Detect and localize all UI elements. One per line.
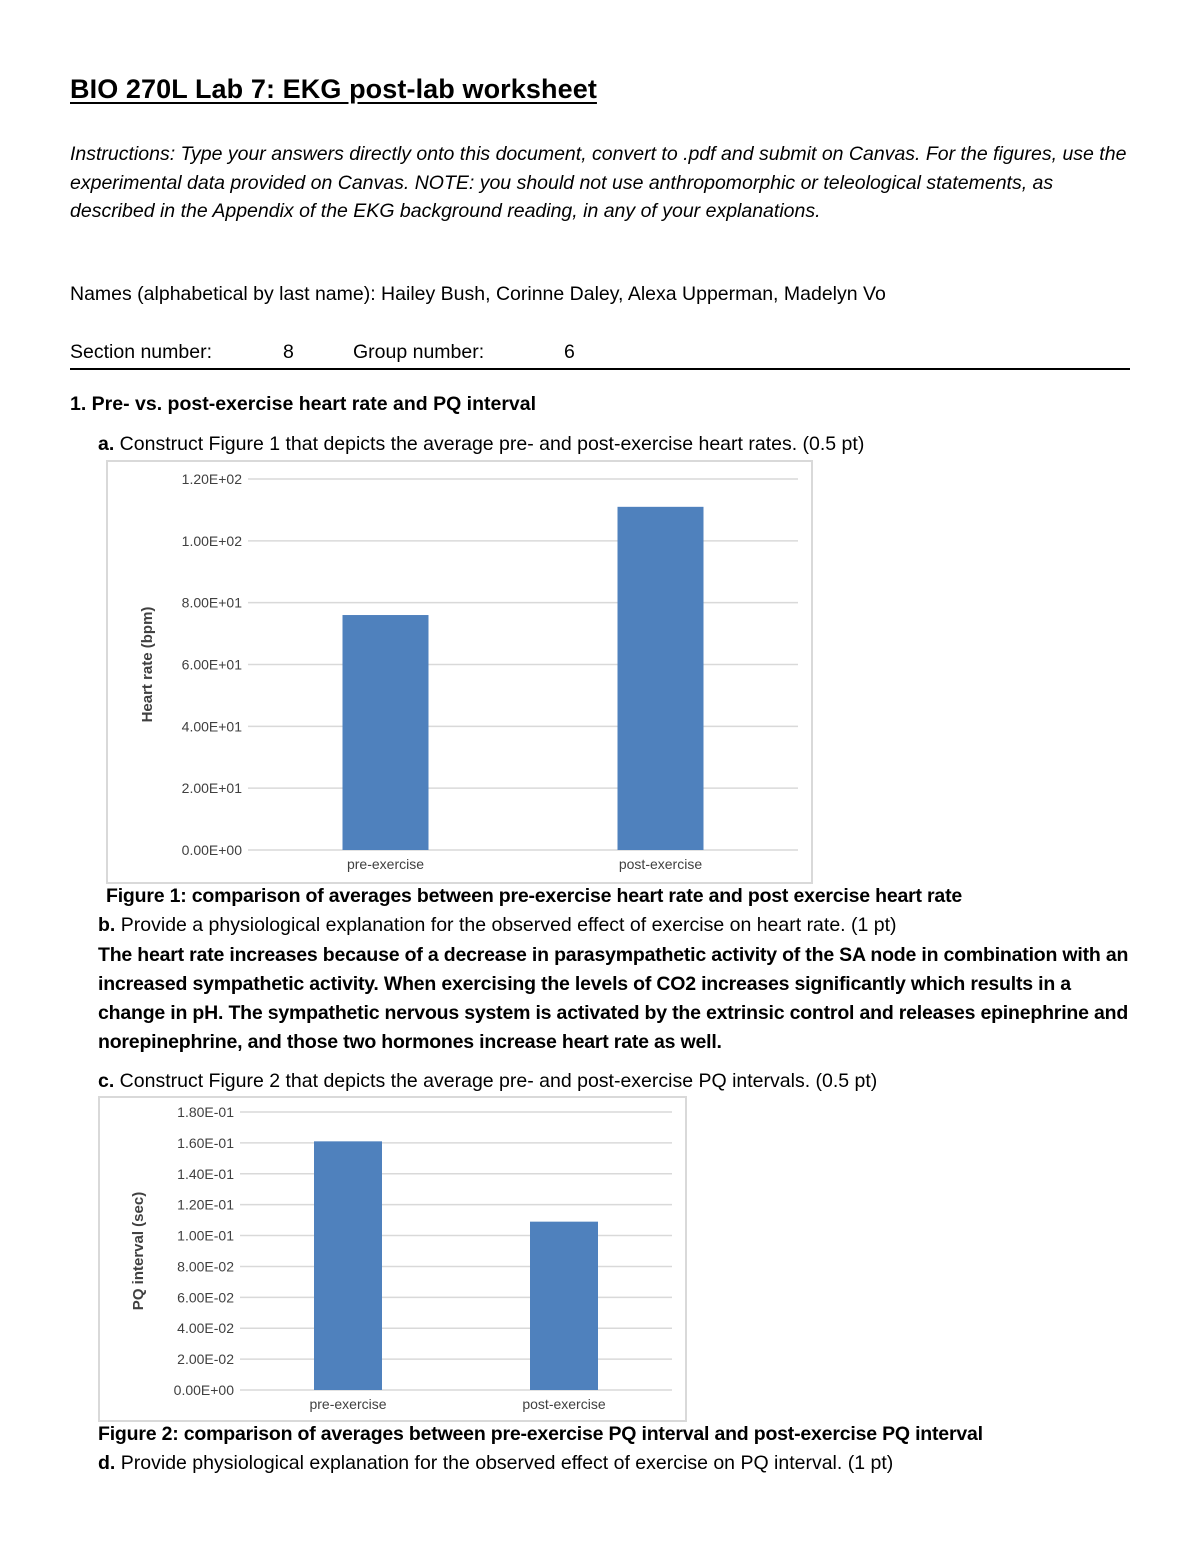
figure-1-y-axis-title: Heart rate (bpm) [139,606,156,723]
figure-1-y-tick-label: 0.00E+00 [181,842,242,858]
group-number-value: 6 [564,341,575,363]
instructions-text: Instructions: Type your answers directly onto this document, convert to .pdf and submit on Canvas. For the figures, use the experimental data provided on Canvas. NOTE: you should not use anthropomorphic or teleological statements, as described in the Appendix of the EKG background reading, in any of your explanations. [70,143,1127,222]
figure-2-y-tick-label: 1.00E-01 [177,1227,234,1244]
figure-1-y-tick-label: 4.00E+01 [181,718,242,735]
group-names: Names (alphabetical by last name): Hailey Bush, Corinne Daley, Alexa Upperman, Madelyn Vo [70,283,886,305]
question-1b-answer: The heart rate increases because of a decrease in parasympathetic activity of the SA node in combination with an increased sympathetic activity. When exercising the levels of CO2 increases significantly which results in a change in pH. The sympathetic nervous system is activated by the extrinsic control and releases epinephrine and norepinephrine, and those two hormones increase heart rate as well. [98,944,1129,1053]
question-1d [98,1452,893,1475]
figure-2-y-axis-title: PQ interval (sec) [130,1191,147,1311]
section-number-value: 8 [283,341,294,363]
figure-1-y-tick-label: 2.00E+01 [181,780,242,797]
figure-2-y-tick-label: 1.40E-01 [177,1165,234,1182]
question-1c-text: Construct Figure 2 that depicts the average pre- and post-exercise PQ intervals. (0.5 pt) [114,1070,878,1092]
figure-2-y-tick-label: 1.80E-01 [177,1104,234,1120]
group-number-label: Group number: [353,341,485,363]
figure-2-bar-post-exercise [530,1222,598,1390]
question-1-heading: 1. Pre- vs. post-exercise heart rate and PQ interval [70,393,537,415]
figure-2-y-tick-label: 2.00E-02 [177,1351,234,1368]
figure-1-x-category-label: post-exercise [618,856,703,872]
question-1b [98,914,897,937]
figure-2-x-category-label: post-exercise [522,1396,606,1412]
figure-2-y-tick-label: 0.00E+00 [173,1382,234,1398]
document-title: BIO 270L Lab 7: EKG post-lab worksheet [70,74,597,104]
question-1a-letter: a. [98,433,115,455]
question-1c [98,1070,877,1093]
question-1d-letter: d. [98,1452,116,1474]
section-number-label: Section number: [70,341,212,363]
figure-2-bar-pre-exercise [314,1141,382,1390]
figure-1-bar-post-exercise [618,507,704,850]
question-1b-letter: b. [98,914,116,936]
figure-1-y-tick-label: 8.00E+01 [181,594,242,611]
figure-2-y-tick-label: 8.00E-02 [177,1258,234,1275]
figure-2-y-tick-label: 1.20E-01 [177,1196,234,1213]
figure-1-caption: Figure 1: comparison of averages between pre-exercise heart rate and post exercise heart rate [106,885,963,907]
figure-2-y-tick-label: 1.60E-01 [177,1134,234,1151]
section-divider [70,368,1130,370]
figure-1-bar-chart [108,462,811,882]
question-1a [98,433,864,456]
question-1a-text: Construct Figure 1 that depicts the average pre- and post-exercise heart rates. (0.5 pt) [114,433,865,455]
figure-1-y-tick-label: 1.00E+02 [181,532,242,549]
question-1b-text: Provide a physiological explanation for the observed effect of exercise on heart rate. (1 pt) [115,914,897,936]
figure-1-y-tick-label: 6.00E+01 [181,656,242,673]
figure-1-x-category-label: pre-exercise [346,856,425,872]
figure-2-y-tick-label: 4.00E-02 [177,1320,234,1337]
question-1d-text: Provide physiological explanation for the observed effect of exercise on PQ interval. (1 pt) [115,1452,894,1474]
question-1c-letter: c. [98,1070,115,1092]
figure-1-bar-pre-exercise [343,615,429,850]
figure-2-chart-frame [98,1096,687,1422]
figure-2-caption: Figure 2: comparison of averages between pre-exercise PQ interval and post-exercise PQ interval [98,1423,983,1445]
figure-2-bar-chart [100,1098,685,1420]
figure-2-x-category-label: pre-exercise [309,1396,387,1412]
figure-2-y-tick-label: 6.00E-02 [177,1289,234,1306]
figure-1-chart-frame [106,460,813,884]
figure-1-y-tick-label: 1.20E+02 [181,471,242,487]
